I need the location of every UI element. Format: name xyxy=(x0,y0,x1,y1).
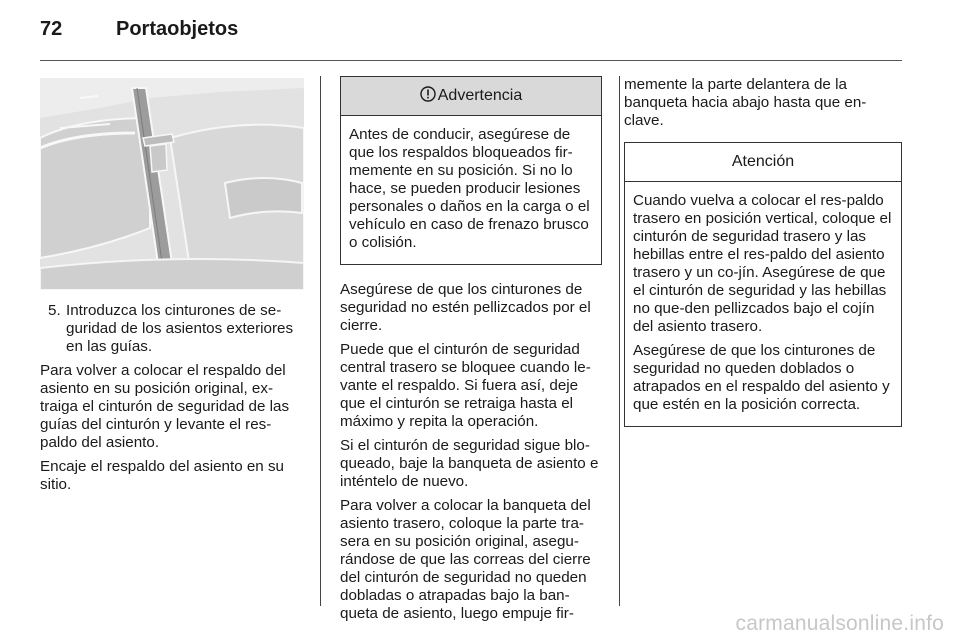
attention-text: Asegúrese de que los cinturones de seguridad no queden doblados o atrapados en el respaldo del asiento y que estén en la posición correcta. xyxy=(633,342,890,413)
column-right xyxy=(624,76,902,427)
paragraph: Encaje el respaldo del asiento en su sitio. xyxy=(40,458,285,493)
watermark: carmanualsonline.info xyxy=(735,612,944,635)
section-title: Portaobjetos xyxy=(116,18,239,40)
page-number: 72 xyxy=(40,18,63,40)
attention-text: Cuando vuelva a colocar el res-paldo trasero en posición vertical, coloque el cinturón de seguridad trasero y las hebillas entre el res-paldo del asiento trasero y un co-jín. Asegúrese de que el cinturón de seguridad y las hebillas no que-den pellizcados bajo el cojín del asiento trasero. xyxy=(633,192,892,335)
column-left xyxy=(40,78,304,500)
column-divider xyxy=(619,76,620,606)
header-rule xyxy=(40,60,902,61)
step-text: Introduzca los cinturones de se-guridad de los asientos exteriores en las guías. xyxy=(66,302,294,355)
column-divider xyxy=(320,76,321,606)
paragraph: memente la parte delantera de la banqueta hacia abajo hasta que en-clave. xyxy=(624,76,867,129)
attention-header xyxy=(625,143,901,182)
seat-belt-illustration xyxy=(40,78,304,290)
warning-box xyxy=(340,76,602,265)
warning-header xyxy=(341,77,601,116)
attention-title: Atención xyxy=(731,153,795,170)
paragraph: Si el cinturón de seguridad sigue blo-queado, baje la banqueta de asiento e inténtelo de nuevo. xyxy=(340,437,599,490)
attention-box xyxy=(624,142,902,427)
warning-text: Antes de conducir, asegúrese de que los respaldos bloqueados fir-memente en su posición. Si no lo hace, se pueden producir lesiones personales o daños en la carga o el vehículo en caso de frenazo brusco o colisión. xyxy=(349,126,590,251)
seat-belt-drawing xyxy=(40,78,304,290)
step-number: 5. xyxy=(48,302,61,319)
paragraph: Puede que el cinturón de seguridad central trasero se bloquee cuando le-vante el respaldo. Si fuera así, deje que el cinturón se retraiga hasta el máximo y repita la operación. xyxy=(340,341,591,430)
warning-icon xyxy=(420,86,436,102)
warning-title: Advertencia xyxy=(437,87,523,104)
step-item xyxy=(40,302,304,356)
paragraph: Asegúrese de que los cinturones de seguridad no estén pellizcados por el cierre. xyxy=(340,281,591,334)
paragraph: Para volver a colocar el respaldo del asiento en su posición original, ex-traiga el cinturón de seguridad de las guías del cinturón y levante el res-paldo del asiento. xyxy=(40,362,290,451)
paragraph: Para volver a colocar la banqueta del asiento trasero, coloque la parte tra-sera en su posición original, asegu-rándose de que las correas del cierre del cinturón de seguridad no queden dobladas o atrapadas bajo la ban-queta de asiento, luego empuje fir- xyxy=(340,497,591,622)
column-middle xyxy=(340,76,602,629)
